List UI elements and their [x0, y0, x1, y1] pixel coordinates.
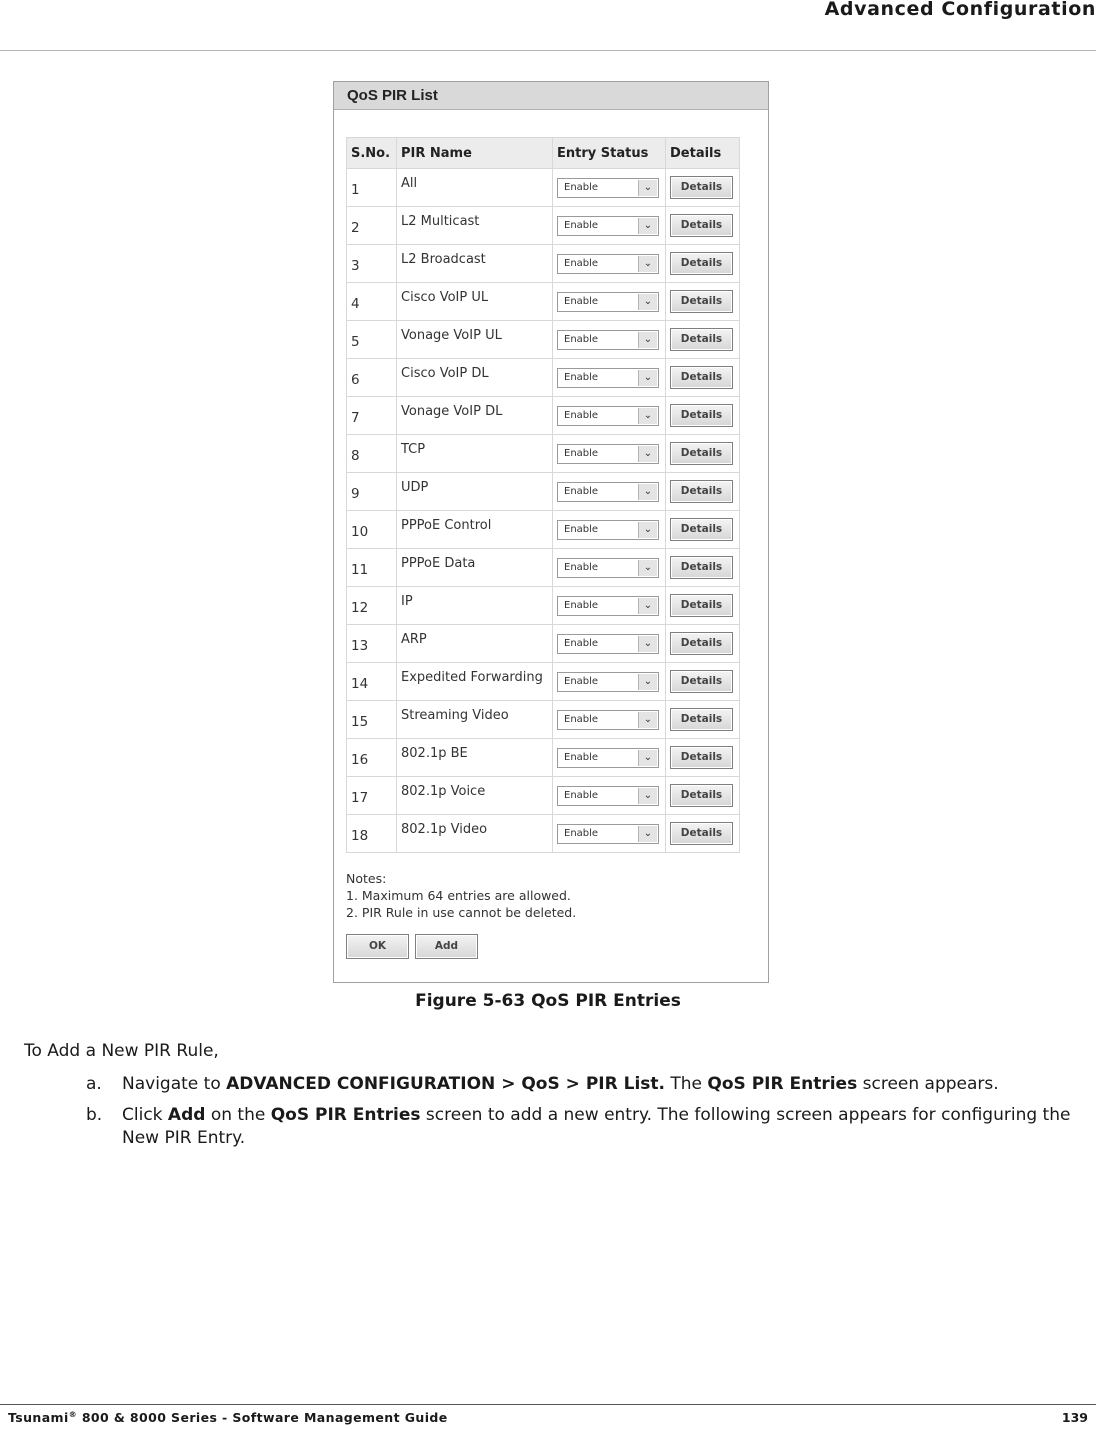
step-text: The — [664, 1074, 708, 1094]
row-entry-status-cell — [553, 663, 666, 701]
pir-table — [346, 137, 740, 853]
row-sno: 3 — [347, 245, 397, 283]
row-details-cell — [666, 207, 740, 245]
details-button[interactable]: Details — [670, 366, 733, 389]
row-sno: 6 — [347, 359, 397, 397]
row-pir-name: All — [397, 169, 553, 207]
entry-status-value: Enable — [564, 675, 599, 687]
row-pir-name: Vonage VoIP DL — [397, 397, 553, 435]
row-sno: 7 — [347, 397, 397, 435]
entry-status-value: Enable — [564, 181, 599, 193]
column-header-sno: S.No. — [347, 138, 397, 169]
entry-status-select[interactable] — [557, 634, 659, 654]
table-row — [347, 777, 740, 815]
step-text: screen to add a new entry. The following screen appears for configuring the New PIR Entry. — [122, 1105, 1071, 1148]
chevron-down-icon[interactable]: ⌄ — [638, 332, 657, 348]
entry-status-select[interactable] — [557, 558, 659, 578]
row-pir-name: 802.1p Video — [397, 815, 553, 853]
step-bold-text: ADVANCED CONFIGURATION > QoS > PIR List. — [226, 1074, 665, 1094]
figure-caption: Figure 5-63 QoS PIR Entries — [415, 991, 681, 1011]
row-entry-status-cell — [553, 625, 666, 663]
row-sno: 2 — [347, 207, 397, 245]
panel-title: QoS PIR List — [334, 82, 768, 110]
row-details-cell — [666, 169, 740, 207]
row-entry-status-cell — [553, 169, 666, 207]
row-sno: 18 — [347, 815, 397, 853]
entry-status-value: Enable — [564, 637, 599, 649]
chevron-down-icon[interactable]: ⌄ — [638, 370, 657, 386]
entry-status-value: Enable — [564, 447, 599, 459]
details-button[interactable]: Details — [670, 518, 733, 541]
step-text: screen appears. — [857, 1074, 999, 1094]
row-pir-name: Cisco VoIP DL — [397, 359, 553, 397]
details-button[interactable]: Details — [670, 670, 733, 693]
entry-status-select[interactable] — [557, 216, 659, 236]
notes — [346, 870, 576, 921]
entry-status-value: Enable — [564, 523, 599, 535]
table-row — [347, 815, 740, 853]
entry-status-value: Enable — [564, 561, 599, 573]
row-pir-name: Streaming Video — [397, 701, 553, 739]
entry-status-value: Enable — [564, 295, 599, 307]
row-pir-name: PPPoE Control — [397, 511, 553, 549]
entry-status-select[interactable] — [557, 748, 659, 768]
row-pir-name: 802.1p BE — [397, 739, 553, 777]
row-pir-name: PPPoE Data — [397, 549, 553, 587]
table-row — [347, 321, 740, 359]
column-header-details: Details — [666, 138, 740, 169]
entry-status-select[interactable] — [557, 368, 659, 388]
entry-status-value: Enable — [564, 827, 599, 839]
chevron-down-icon[interactable]: ⌄ — [638, 180, 657, 196]
row-pir-name: IP — [397, 587, 553, 625]
page-number: 139 — [1061, 1410, 1088, 1425]
table-row — [347, 245, 740, 283]
chevron-down-icon[interactable]: ⌄ — [638, 446, 657, 462]
row-sno: 17 — [347, 777, 397, 815]
entry-status-value: Enable — [564, 257, 599, 269]
row-details-cell — [666, 359, 740, 397]
details-button[interactable]: Details — [670, 784, 733, 807]
chevron-down-icon[interactable]: ⌄ — [638, 218, 657, 234]
table-row — [347, 739, 740, 777]
step-text: Navigate to — [122, 1074, 227, 1094]
row-details-cell — [666, 473, 740, 511]
note-item: 1. Maximum 64 entries are allowed. — [346, 888, 571, 903]
table-row — [347, 511, 740, 549]
row-details-cell — [666, 245, 740, 283]
footer-guide-name: 800 & 8000 Series - Software Management Guide — [77, 1410, 448, 1426]
step-bold-text: QoS PIR Entries — [270, 1105, 421, 1125]
details-button[interactable]: Details — [670, 632, 733, 655]
table-row — [347, 625, 740, 663]
entry-status-value: Enable — [564, 409, 599, 421]
row-pir-name: L2 Broadcast — [397, 245, 553, 283]
row-sno: 12 — [347, 587, 397, 625]
table-row — [347, 587, 740, 625]
details-button[interactable]: Details — [670, 404, 733, 427]
table-row — [347, 207, 740, 245]
row-sno: 16 — [347, 739, 397, 777]
table-row — [347, 549, 740, 587]
row-details-cell — [666, 549, 740, 587]
entry-status-select[interactable] — [557, 596, 659, 616]
details-button[interactable]: Details — [670, 290, 733, 313]
row-details-cell — [666, 511, 740, 549]
ok-button[interactable]: OK — [346, 934, 409, 959]
chevron-down-icon[interactable]: ⌄ — [638, 826, 657, 842]
entry-status-value: Enable — [564, 789, 599, 801]
chevron-down-icon[interactable]: ⌄ — [638, 522, 657, 538]
step-marker: b. — [86, 1105, 103, 1125]
details-button[interactable]: Details — [670, 822, 733, 845]
table-row — [347, 473, 740, 511]
row-sno: 14 — [347, 663, 397, 701]
row-pir-name: UDP — [397, 473, 553, 511]
details-button[interactable]: Details — [670, 252, 733, 275]
row-sno: 4 — [347, 283, 397, 321]
details-button[interactable]: Details — [670, 442, 733, 465]
entry-status-value: Enable — [564, 599, 599, 611]
row-sno: 9 — [347, 473, 397, 511]
table-row — [347, 435, 740, 473]
chevron-down-icon[interactable]: ⌄ — [638, 408, 657, 424]
table-row — [347, 359, 740, 397]
chevron-down-icon[interactable]: ⌄ — [638, 750, 657, 766]
entry-status-select[interactable] — [557, 786, 659, 806]
row-pir-name: Cisco VoIP UL — [397, 283, 553, 321]
chevron-down-icon[interactable]: ⌄ — [638, 674, 657, 690]
chevron-down-icon[interactable]: ⌄ — [638, 598, 657, 614]
step-bold-text: QoS PIR Entries — [707, 1074, 858, 1094]
chevron-down-icon[interactable]: ⌄ — [638, 788, 657, 804]
details-button[interactable]: Details — [670, 708, 733, 731]
entry-status-select[interactable] — [557, 482, 659, 502]
column-header-entry-status: Entry Status — [553, 138, 666, 169]
intro-text: To Add a New PIR Rule, — [24, 1041, 219, 1061]
entry-status-select[interactable] — [557, 178, 659, 198]
row-entry-status-cell — [553, 473, 666, 511]
row-details-cell — [666, 587, 740, 625]
row-sno: 10 — [347, 511, 397, 549]
chevron-down-icon[interactable]: ⌄ — [638, 712, 657, 728]
row-details-cell — [666, 777, 740, 815]
chevron-down-icon[interactable]: ⌄ — [638, 636, 657, 652]
row-sno: 1 — [347, 169, 397, 207]
table-row — [347, 397, 740, 435]
row-pir-name: Vonage VoIP UL — [397, 321, 553, 359]
notes-heading: Notes: — [346, 871, 387, 886]
row-details-cell — [666, 397, 740, 435]
entry-status-value: Enable — [564, 219, 599, 231]
row-sno: 11 — [347, 549, 397, 587]
row-entry-status-cell — [553, 777, 666, 815]
row-entry-status-cell — [553, 207, 666, 245]
footer-divider — [0, 1404, 1096, 1405]
row-sno: 13 — [347, 625, 397, 663]
row-entry-status-cell — [553, 511, 666, 549]
row-sno: 15 — [347, 701, 397, 739]
details-button[interactable]: Details — [670, 594, 733, 617]
row-details-cell — [666, 663, 740, 701]
table-row — [347, 663, 740, 701]
row-pir-name: TCP — [397, 435, 553, 473]
step-marker: a. — [86, 1074, 102, 1094]
details-button[interactable]: Details — [670, 214, 733, 237]
row-pir-name: ARP — [397, 625, 553, 663]
row-details-cell — [666, 435, 740, 473]
table-row — [347, 169, 740, 207]
details-button[interactable]: Details — [670, 746, 733, 769]
entry-status-value: Enable — [564, 333, 599, 345]
row-details-cell — [666, 739, 740, 777]
entry-status-select[interactable] — [557, 520, 659, 540]
step-text: on the — [205, 1105, 271, 1125]
chevron-down-icon[interactable]: ⌄ — [638, 256, 657, 272]
step-text: Click — [122, 1105, 168, 1125]
entry-status-select[interactable] — [557, 406, 659, 426]
details-button[interactable]: Details — [670, 480, 733, 503]
entry-status-select[interactable] — [557, 710, 659, 730]
row-sno: 5 — [347, 321, 397, 359]
table-row — [347, 283, 740, 321]
row-details-cell — [666, 625, 740, 663]
step-b-text — [122, 1104, 1082, 1150]
details-button[interactable]: Details — [670, 328, 733, 351]
qos-pir-list-panel — [333, 81, 769, 983]
entry-status-select[interactable] — [557, 444, 659, 464]
note-item: 2. PIR Rule in use cannot be deleted. — [346, 905, 577, 920]
row-details-cell — [666, 283, 740, 321]
row-entry-status-cell — [553, 815, 666, 853]
step-a-text — [122, 1073, 1082, 1096]
chevron-down-icon[interactable]: ⌄ — [638, 294, 657, 310]
row-details-cell — [666, 701, 740, 739]
step-bold-text: Add — [167, 1105, 206, 1125]
add-button[interactable]: Add — [415, 934, 478, 959]
row-pir-name: 802.1p Voice — [397, 777, 553, 815]
row-pir-name: L2 Multicast — [397, 207, 553, 245]
footer-guide-title — [8, 1410, 448, 1425]
table-header-row — [347, 138, 740, 169]
details-button[interactable]: Details — [670, 176, 733, 199]
row-details-cell — [666, 321, 740, 359]
details-button[interactable]: Details — [670, 556, 733, 579]
entry-status-select[interactable] — [557, 330, 659, 350]
entry-status-select[interactable] — [557, 672, 659, 692]
row-sno: 8 — [347, 435, 397, 473]
row-entry-status-cell — [553, 739, 666, 777]
chevron-down-icon[interactable]: ⌄ — [638, 484, 657, 500]
entry-status-value: Enable — [564, 371, 599, 383]
row-entry-status-cell — [553, 245, 666, 283]
row-entry-status-cell — [553, 701, 666, 739]
row-entry-status-cell — [553, 549, 666, 587]
entry-status-select[interactable] — [557, 254, 659, 274]
row-details-cell — [666, 815, 740, 853]
footer-registered-mark: ® — [68, 1410, 78, 1419]
row-entry-status-cell — [553, 283, 666, 321]
entry-status-value: Enable — [564, 485, 599, 497]
chevron-down-icon[interactable]: ⌄ — [638, 560, 657, 576]
column-header-pir-name: PIR Name — [397, 138, 553, 169]
entry-status-value: Enable — [564, 751, 599, 763]
entry-status-value: Enable — [564, 713, 599, 725]
entry-status-select[interactable] — [557, 292, 659, 312]
row-entry-status-cell — [553, 587, 666, 625]
footer-product: Tsunami — [8, 1410, 69, 1426]
header-divider — [0, 50, 1096, 51]
row-entry-status-cell — [553, 359, 666, 397]
page-header-title: Advanced Configuration — [824, 0, 1096, 20]
row-entry-status-cell — [553, 435, 666, 473]
table-row — [347, 701, 740, 739]
row-entry-status-cell — [553, 321, 666, 359]
entry-status-select[interactable] — [557, 824, 659, 844]
row-pir-name: Expedited Forwarding — [397, 663, 553, 701]
row-entry-status-cell — [553, 397, 666, 435]
